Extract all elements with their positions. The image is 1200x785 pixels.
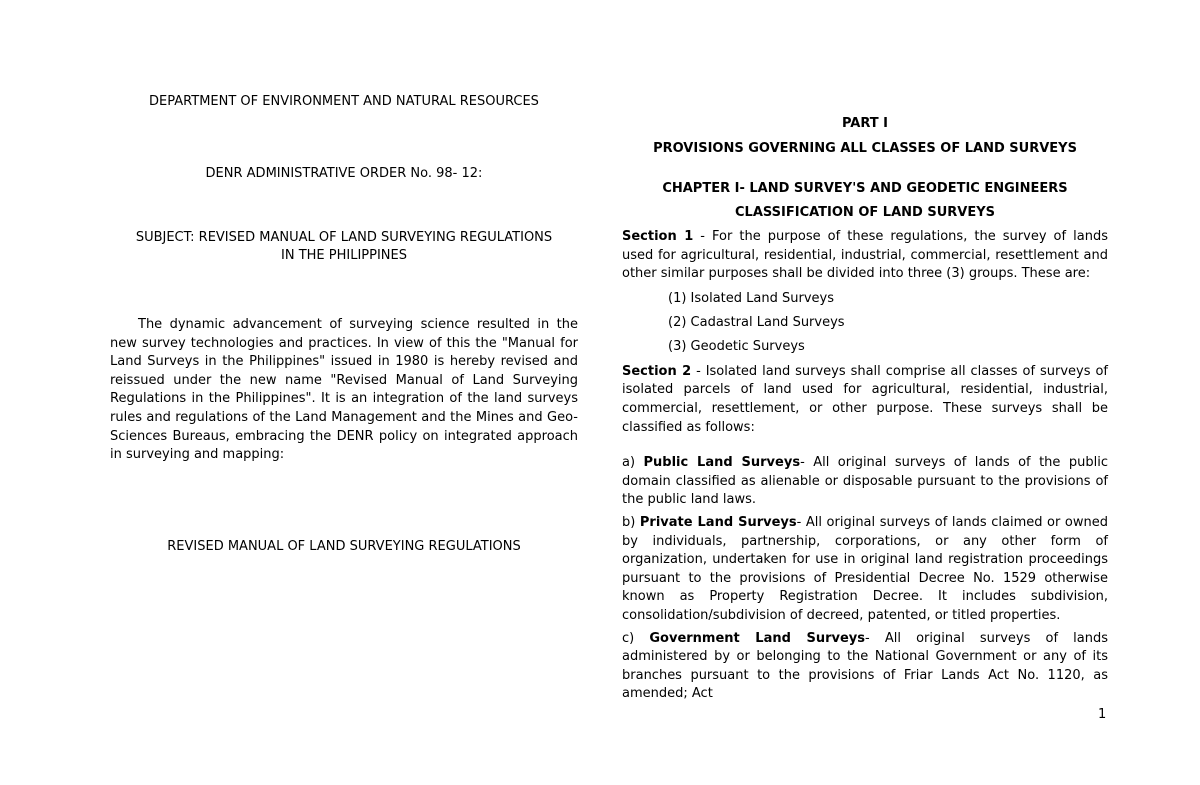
section-1-text: - For the purpose of these regulations, the survey of lands used for agricultural, residential, industrial, commercial, resettlement and other similar purposes shall be divided into three (3) groups. These are: — [622, 229, 1108, 282]
list-item: (1) Isolated Land Surveys — [668, 290, 834, 306]
section-2-text: - Isolated land surveys shall comprise all classes of surveys of isolated parcels of land used for agricultural, residential, industrial, commercial, resettlement, or other purpose. These surveys shall be classified as follows: — [622, 363, 1108, 435]
item-a-label: Public Land Surveys — [643, 455, 801, 471]
page-number: 1 — [1098, 707, 1107, 722]
left-column — [110, 93, 578, 556]
section-2-label: Section 2 — [622, 363, 692, 379]
manual-title: REVISED MANUAL OF LAND SURVEYING REGULATIONS — [167, 538, 521, 554]
right-column — [622, 115, 1108, 704]
list-item: (2) Cadastral Land Surveys — [668, 314, 845, 330]
section-1-paragraph — [622, 228, 1108, 284]
administrative-order-heading: DENR ADMINISTRATIVE ORDER No. 98- 12: — [205, 166, 483, 181]
item-b-paragraph — [622, 514, 1108, 626]
section-1-label: Section 1 — [622, 229, 694, 244]
section-2-paragraph — [622, 363, 1108, 437]
item-c-prefix: c) — [622, 630, 650, 646]
item-a-paragraph — [622, 454, 1108, 510]
item-b-label: Private Land Surveys — [639, 514, 797, 530]
list-item: (3) Geodetic Surveys — [668, 338, 805, 354]
intro-paragraph: The dynamic advancement of surveying science resulted in the new survey technologies and practices. In view of this the "Manual for Land Surveys in the Philippines" issued in 1980 is hereby revised and reissued under the new name "Revised Manual of Land Surveying Regulations in the Philippines". It is an integration of the land surveys rules and regulations of the Land Management and the Mines and Geo-Sciences Bureaus, embracing the DENR policy on integrated approach in surveying and mapping: — [110, 317, 578, 463]
subject-line-1: SUBJECT: REVISED MANUAL OF LAND SURVEYING REGULATIONS — [135, 230, 553, 245]
department-heading: DEPARTMENT OF ENVIRONMENT AND NATURAL RESOURCES — [149, 94, 539, 109]
part-title: PROVISIONS GOVERNING ALL CLASSES OF LAND SURVEYS — [653, 141, 1077, 156]
chapter-heading: CHAPTER I- LAND SURVEY'S AND GEODETIC ENGINEERS — [662, 181, 1068, 196]
item-a-text: - All original surveys of lands of the public domain classified as alienable or disposable pursuant to the provisions of the public land laws. — [622, 455, 1108, 508]
item-c-label: Government Land Surveys — [649, 630, 865, 646]
part-heading: PART I — [841, 116, 889, 131]
item-c-text: - All original surveys of lands administered by or belonging to the National Government or any of its branches pursuant to the provisions of Friar Lands Act No. 1120, as amended; Act — [622, 630, 1109, 702]
subject-line-2: IN THE PHILIPPINES — [281, 248, 407, 263]
item-c-paragraph — [622, 630, 1108, 704]
item-b-text: - All original surveys of lands claimed or owned by individuals, partnership, corporations, or any other form of organization, undertaken for use in original land registration proceedings pursuant to the provisions of Presidential Decree No. 1529 otherwise known as Property Registration Decree. It includes subdivision, consolidation/subdivision of decreed, patented, or titled properties. — [622, 514, 1108, 623]
item-b-prefix: b) — [622, 514, 640, 530]
item-a-prefix: a) — [622, 455, 644, 471]
groups-list — [622, 287, 1108, 359]
classification-heading: CLASSIFICATION OF LAND SURVEYS — [735, 205, 995, 220]
